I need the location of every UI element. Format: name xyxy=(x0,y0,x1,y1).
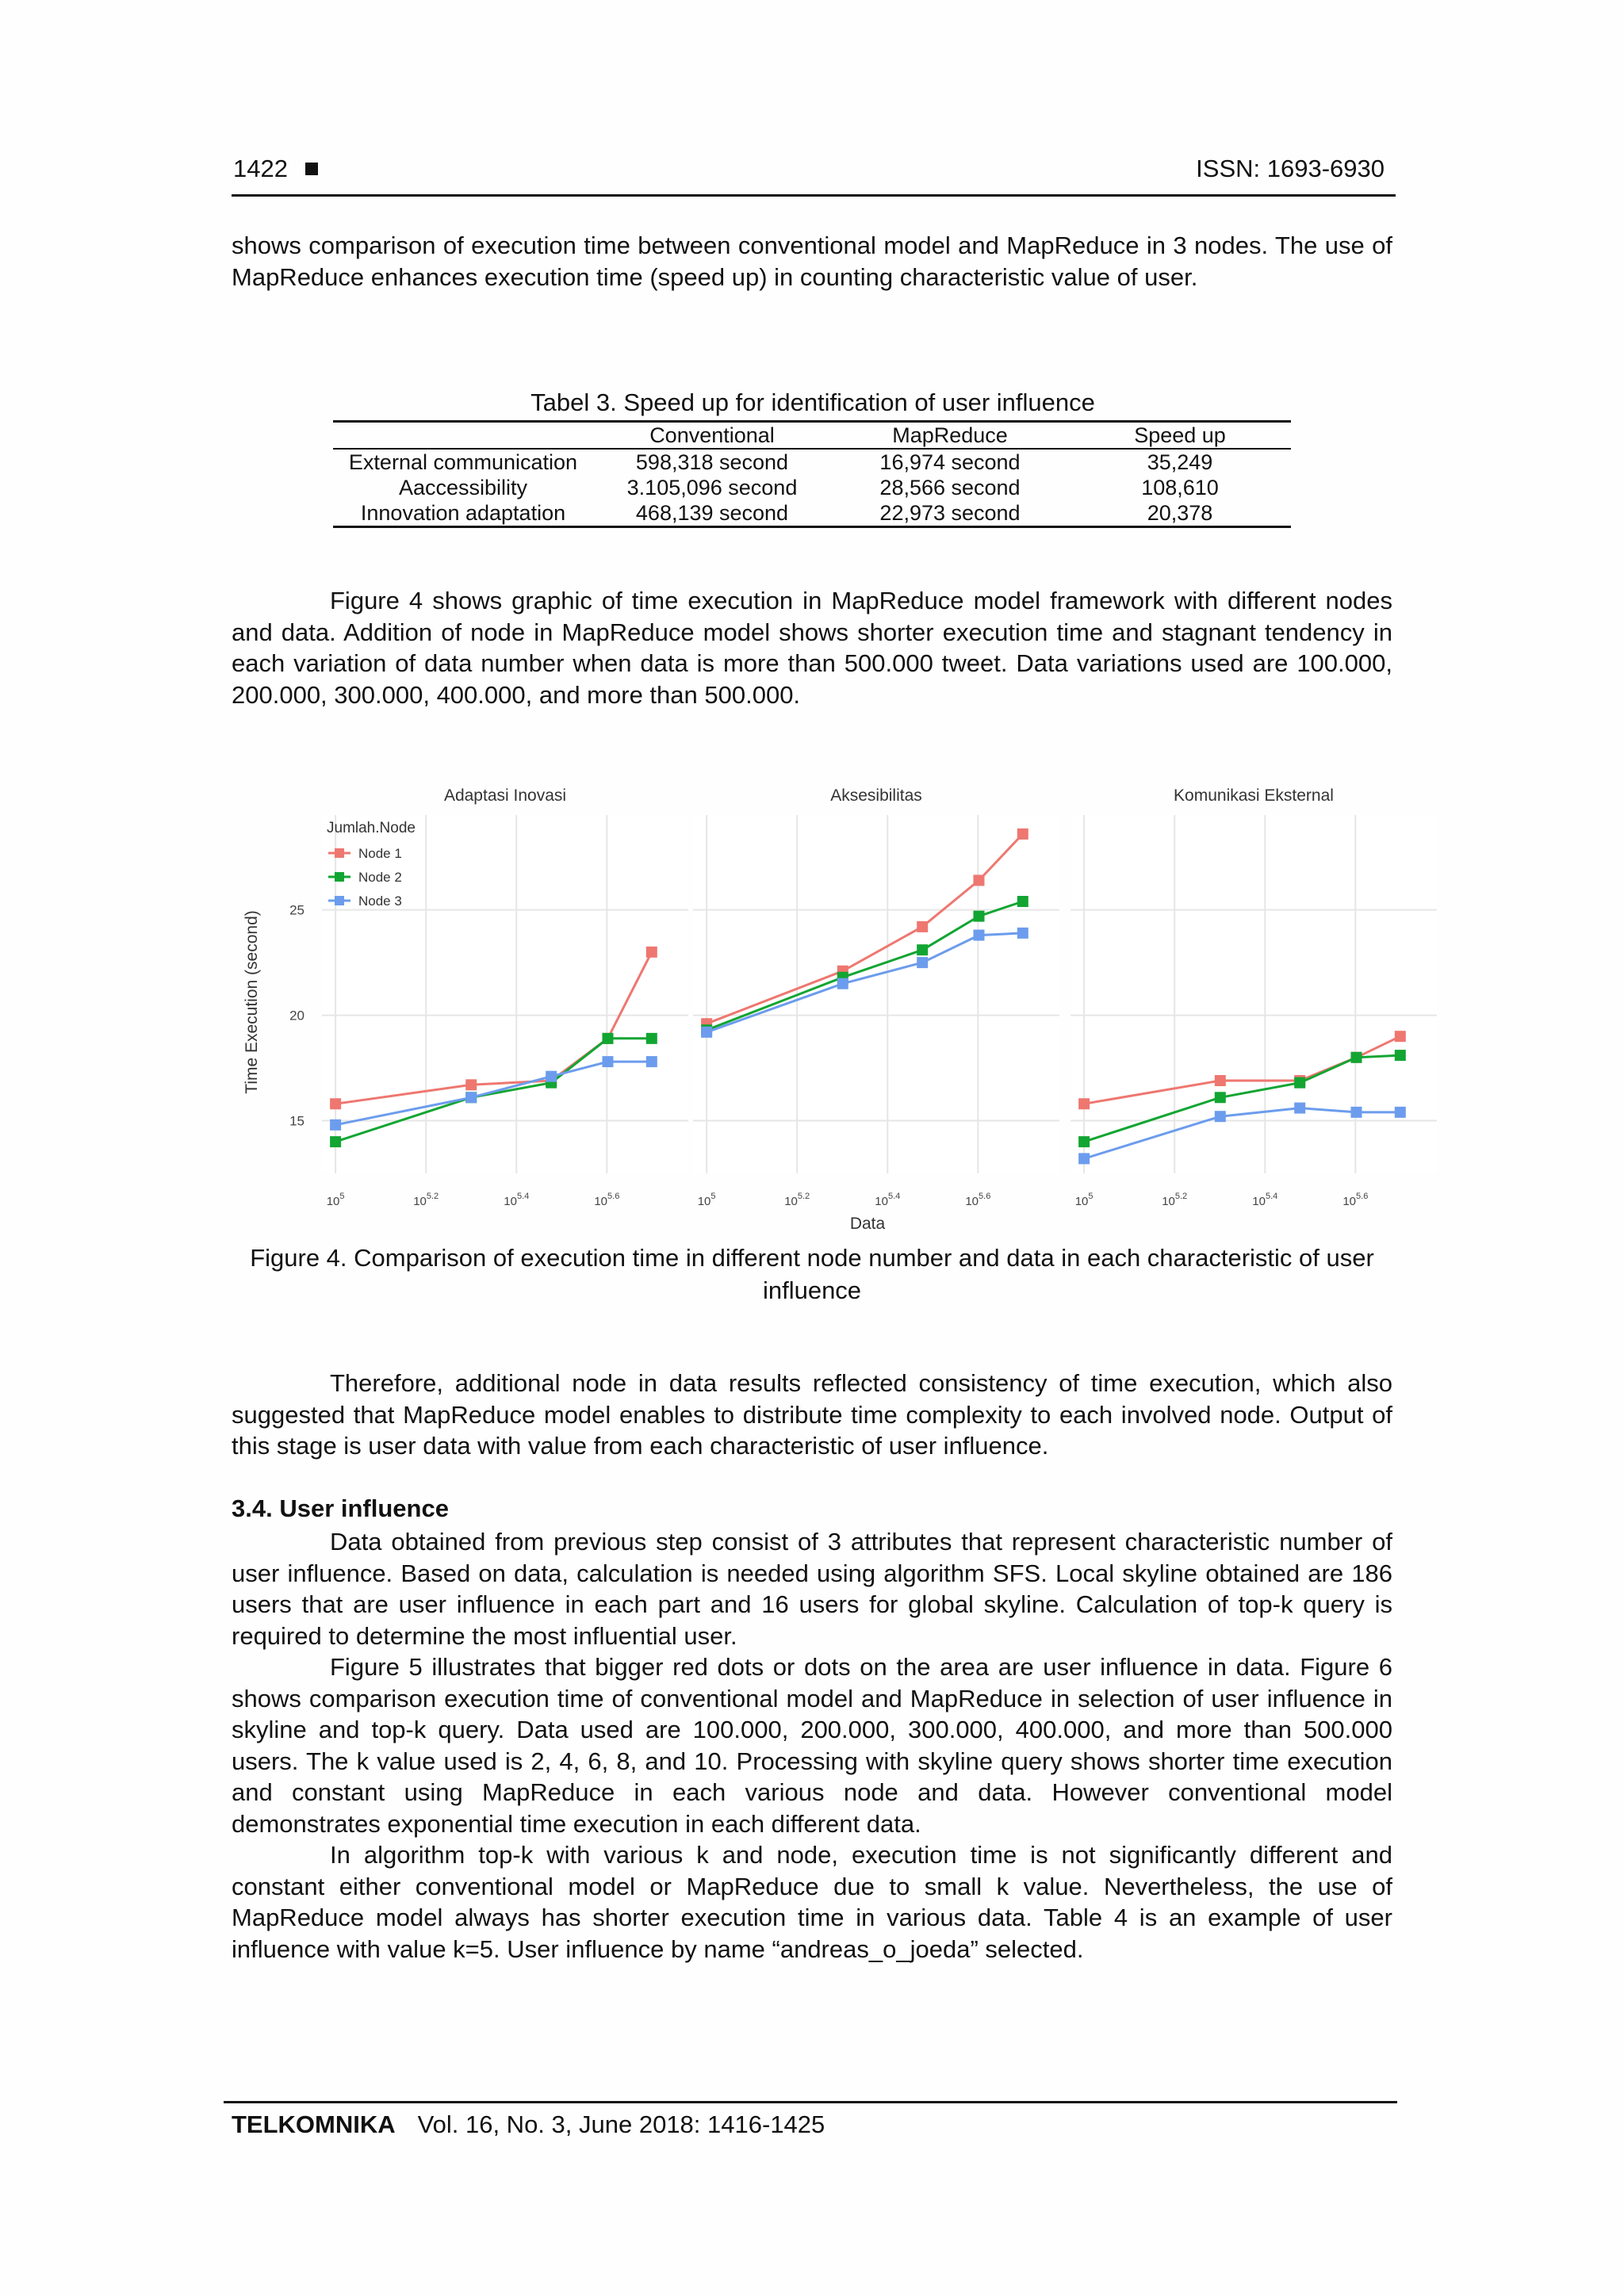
y-tick-label: 15 xyxy=(289,1113,304,1129)
data-point xyxy=(701,1027,712,1038)
table-cell: 35,249 xyxy=(1147,450,1213,474)
footer xyxy=(232,2110,825,2139)
table-cell: 468,139 second xyxy=(593,500,831,527)
table-cell: External communication xyxy=(348,450,578,474)
chart-svg xyxy=(235,777,1440,1233)
data-point xyxy=(917,957,928,968)
panel-background xyxy=(693,815,1059,1173)
paragraph-intro: shows comparison of execution time between conventional model and MapReduce in 3 nodes. The use of MapReduce enhances execution time (speed up) in counting characteristic value of user. xyxy=(232,232,1392,291)
table-header-cell: MapReduce xyxy=(831,422,1069,450)
panel-title: Komunikasi Eksternal xyxy=(1174,786,1334,805)
section-body xyxy=(232,1526,1392,1965)
legend-title: Jumlah.Node xyxy=(327,820,416,836)
table-header-row xyxy=(333,422,1291,450)
table-cell: 3.105,096 second xyxy=(626,476,798,499)
panel-background xyxy=(322,815,688,1173)
table-cell: Innovation adaptation xyxy=(333,500,593,527)
table-header-cell: Conventional xyxy=(593,422,831,450)
paragraph-figure4-intro: Figure 4 shows graphic of time execution in MapReduce model framework with different nodes and data. Addition of node in MapReduce model shows shorter execution time and stagnant tendency in each variation of data number when data is more than 500.000 tweet. Data variations used are 100.000, 200.000, 300.000, 400.000, and more than 500.000. xyxy=(232,587,1392,709)
panel-title: Aksesibilitas xyxy=(830,786,922,805)
x-tick-label: $10^{5.4}$ xyxy=(504,1192,530,1208)
x-tick-label: $10^5$ xyxy=(326,1192,345,1208)
speedup-table xyxy=(333,420,1291,528)
data-point xyxy=(1395,1050,1406,1061)
legend-entry: Node 1 xyxy=(358,846,402,861)
legend-key-marker xyxy=(335,896,344,905)
x-tick-label: $10^{5.4}$ xyxy=(1252,1192,1278,1208)
table-cell: Aaccessibility xyxy=(398,476,528,499)
x-axis-label: Data xyxy=(849,1215,886,1233)
x-tick-label: $10^{5.6}$ xyxy=(965,1192,991,1208)
facet-panel xyxy=(289,786,688,1208)
data-point xyxy=(1017,828,1028,840)
table-header-cell xyxy=(333,422,593,450)
y-tick-label: 25 xyxy=(289,902,304,918)
section-heading: 3.4. User influence xyxy=(232,1494,449,1522)
x-tick-label: $10^5$ xyxy=(697,1192,716,1208)
data-point xyxy=(1395,1031,1406,1042)
data-point xyxy=(465,1079,477,1090)
y-tick-label: 20 xyxy=(289,1008,304,1024)
table-cell: 22,973 second xyxy=(831,500,1069,527)
data-point xyxy=(1294,1103,1305,1114)
data-point xyxy=(330,1098,341,1109)
y-axis-label: Time Execution (second) xyxy=(243,910,261,1094)
legend-key-marker xyxy=(335,848,344,858)
data-point xyxy=(973,874,984,886)
table-cell: 108,610 xyxy=(1141,476,1219,499)
paragraph-skyline: Data obtained from previous step consist of 3 attributes that represent characteristic number of user influence. Based on data, calculation is needed using algorithm SFS. Local skyline obtained are 186 users that are user influence in each part and 16 users for global skyline. Calculation of top-k query is required to determine the most influential user. xyxy=(232,1528,1392,1650)
data-point xyxy=(917,921,928,932)
data-point xyxy=(1078,1153,1090,1164)
data-point xyxy=(1350,1107,1362,1118)
paragraph-topk: In algorithm top-k with various k and node, execution time is not significantly different and constant either conventional model or MapReduce due to small k value. Nevertheless, the use of MapReduce model always has shorter execution time in various data. Table 4 is an example of user influence with value k=5. User influence by name “andreas_o_joeda” selected. xyxy=(232,1841,1392,1963)
data-point xyxy=(465,1092,477,1103)
legend-entry: Node 2 xyxy=(358,870,402,885)
data-point xyxy=(330,1136,341,1147)
table-cell: 598,318 second xyxy=(635,450,789,474)
data-point xyxy=(917,944,928,955)
x-tick-label: $10^5$ xyxy=(1074,1192,1094,1208)
x-tick-label: $10^{5.6}$ xyxy=(594,1192,620,1208)
data-point xyxy=(546,1071,557,1082)
panel-title: Adaptasi Inovasi xyxy=(443,786,567,805)
page-number: 1422 xyxy=(233,155,318,183)
data-point xyxy=(1078,1136,1090,1147)
table-cell: 28,566 second xyxy=(879,476,1021,499)
data-point xyxy=(973,930,984,941)
data-point xyxy=(973,911,984,922)
data-point xyxy=(330,1119,341,1131)
journal-name: TELKOMNIKA xyxy=(232,2110,396,2138)
table-title: Tabel 3. Speed up for identification of user influence xyxy=(530,388,1095,416)
legend-entry: Node 3 xyxy=(358,894,402,909)
table-row xyxy=(333,449,1291,475)
data-point xyxy=(602,1033,613,1044)
x-tick-label: $10^{5.4}$ xyxy=(875,1192,901,1208)
figure-caption: Figure 4. Comparison of execution time in different node number and data in each characteristic of user influence xyxy=(250,1244,1374,1304)
paragraph-figure5: Figure 5 illustrates that bigger red dots or dots on the area are user influence in data. Figure 6 shows comparison execution time of conventional model and MapReduce in selection of user influence in skyline and top-k query. Data used are 100.000, 200.000, 300.000, 400.000, and more than 500.000 users. The k value used is 2, 4, 6, 8, and 10. Processing with skyline query shows shorter time execution and constant using MapReduce in each various node and data. However conventional model demonstrates exponential time execution in each different data. xyxy=(232,1653,1392,1838)
x-tick-label: $10^{5.6}$ xyxy=(1342,1192,1369,1208)
x-tick-label: $10^{5.2}$ xyxy=(1162,1192,1188,1208)
figure-4-chart xyxy=(235,777,1440,1233)
facet-panel xyxy=(1071,786,1437,1208)
table-row xyxy=(333,475,1291,500)
table-row xyxy=(333,500,1291,527)
footer-rule xyxy=(224,2101,1397,2103)
page-header xyxy=(232,153,1396,197)
data-point xyxy=(1215,1092,1226,1103)
data-point xyxy=(602,1056,613,1067)
table-cell: 16,974 second xyxy=(879,450,1021,474)
data-point xyxy=(1017,928,1028,939)
table-cell: 20,378 xyxy=(1069,500,1291,527)
data-point xyxy=(1215,1111,1226,1122)
x-tick-label: $10^{5.2}$ xyxy=(413,1192,439,1208)
data-point xyxy=(646,1033,657,1044)
facet-panel xyxy=(693,786,1059,1208)
data-point xyxy=(1395,1107,1406,1118)
data-point xyxy=(646,1056,657,1067)
journal-info: Vol. 16, No. 3, June 2018: 1416-1425 xyxy=(417,2110,825,2138)
data-point xyxy=(837,978,848,989)
legend-key-marker xyxy=(335,872,344,882)
data-point xyxy=(1294,1077,1305,1089)
issn: ISSN: 1693-6930 xyxy=(1196,155,1385,182)
data-point xyxy=(1078,1098,1090,1109)
panel-background xyxy=(1071,815,1437,1173)
data-point xyxy=(1215,1075,1226,1086)
data-point xyxy=(646,947,657,958)
data-point xyxy=(1350,1052,1362,1063)
paragraph-consistency: Therefore, additional node in data results reflected consistency of time execution, which also suggested that MapReduce model enables to distribute time complexity to each involved node. Output of this stage is user data with value from each characteristic of user influence. xyxy=(232,1369,1392,1460)
square-bullet-icon xyxy=(305,163,318,175)
x-tick-label: $10^{5.2}$ xyxy=(784,1192,810,1208)
data-point xyxy=(1017,896,1028,907)
table-header-cell: Speed up xyxy=(1069,422,1291,450)
